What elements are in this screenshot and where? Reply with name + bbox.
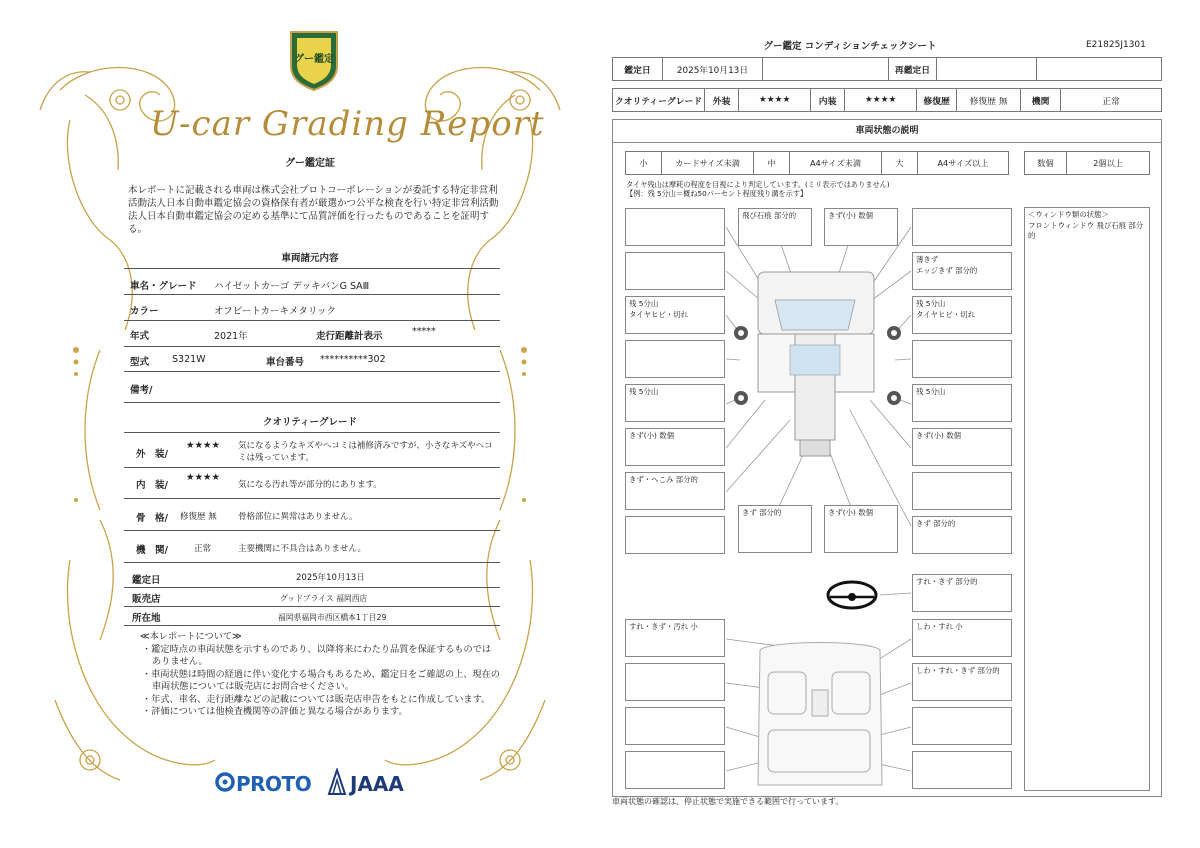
color-value: オフビートカーキメタリック <box>214 306 336 317</box>
damage-box: きず(小) 数個 <box>824 505 898 553</box>
divider <box>124 498 500 499</box>
spec-heading: 車両諸元内容 <box>281 253 339 264</box>
sheet-footer: 車両状態の確認は、停止状態で実施できる範囲で行っています。 <box>612 797 844 806</box>
damage-text: 薄きず <box>916 255 939 264</box>
damage-box: 残 5分山 <box>625 384 725 422</box>
tire-example: 【例：残 5分山＝概ね50パーセント程度残り溝を示す】 <box>626 189 808 198</box>
date-label: 鑑定日 <box>132 575 161 586</box>
date-value: 2025年10月13日 <box>296 573 365 583</box>
interior-label: 内装 <box>811 89 845 112</box>
exterior-grade: ★★★★ <box>186 440 221 451</box>
engine-label: 機関 <box>1021 89 1061 112</box>
damage-box: きず(小) 数個 <box>625 428 725 466</box>
divider <box>124 402 500 403</box>
damage-box <box>625 707 725 745</box>
damage-box <box>912 707 1012 745</box>
engine-text: 主要機関に不具合はありません。 <box>238 544 367 554</box>
repair-value: 修復歴 無 <box>957 89 1021 112</box>
chassis-label: 車台番号 <box>266 357 305 368</box>
proto-logo: PROTO <box>236 772 312 796</box>
sheet-title: グー鑑定 コンディションチェックシート <box>763 41 937 52</box>
damage-box <box>625 516 725 554</box>
divider <box>124 562 500 563</box>
damage-box: すれ・きず 部分的 <box>912 574 1012 612</box>
damage-box: しわ・すれ 小 <box>912 619 1012 657</box>
divider <box>124 606 500 607</box>
year-label: 年式 <box>130 331 150 342</box>
damage-box: きず(小) 数個 <box>912 428 1012 466</box>
interior-text: 気になる汚れ等が部分的にあります。 <box>238 480 382 490</box>
jaaa-logo: JAAA <box>350 772 404 796</box>
sheet-code: E21825J1301 <box>1086 40 1146 50</box>
condition-heading: 車両状態の説明 <box>612 119 1162 143</box>
divider <box>124 294 500 295</box>
interior-value: ★★★★ <box>845 89 917 112</box>
model-value: S321W <box>172 354 206 365</box>
damage-box: 飛び石痕 部分的 <box>738 208 812 246</box>
jaaa-logo-icon <box>326 768 348 796</box>
certificate-body: 本レポートに記載される車両は株式会社プロトコーポレーションが委託する特定非営利活動法人日本自動車鑑定協会の資格保有者が厳選かつ公平な検査を行い特定非営利活動法人日本自動車鑑定協会の定める基準にて品質評価を行ったものであることを証明する。 <box>128 185 499 235</box>
damage-box: きず(小) 数個 <box>824 208 898 246</box>
badge-text: グー鑑定 <box>294 54 334 65</box>
count-desc: 2個以上 <box>1067 152 1150 175</box>
divider <box>124 530 500 531</box>
color-label: カラー <box>130 306 159 317</box>
chassis-value: **********302 <box>320 354 386 365</box>
note-item: ・車両状態は時間の経過に伴い変化する場合もあるため、鑑定日をご確認の上、現在の車両状態については販売店にお問合せください。 <box>142 668 500 692</box>
name-value: ハイゼットカーゴ デッキバンG SAⅢ <box>214 281 370 292</box>
certificate-heading: グー鑑定証 <box>285 158 335 169</box>
size-large-desc: A4サイズ以上 <box>918 152 1009 175</box>
tire-note: タイヤ残山は摩耗の程度を目視により判定しています。(ミリ表示ではありません) <box>626 180 890 189</box>
damage-box: きず 部分的 <box>738 505 812 553</box>
notes-heading: ≪本レポートについて≫ <box>140 631 242 642</box>
damage-box <box>625 208 725 246</box>
size-small-desc: カードサイズ未満 <box>662 152 754 175</box>
mileage-label: 走行距離計表示 <box>316 331 383 342</box>
size-large: 大 <box>882 152 918 175</box>
frame-label: 骨 格/ <box>136 513 168 524</box>
damage-text: タイヤヒビ・切れ <box>916 309 975 319</box>
goo-kantei-badge <box>285 28 343 92</box>
engine-value: 正常 <box>1061 89 1162 112</box>
name-label: 車名・グレード <box>130 281 197 292</box>
mileage-value: ***** <box>412 326 436 337</box>
count-label: 数個 <box>1025 152 1067 175</box>
damage-box <box>912 751 1012 789</box>
quality-label: クオリティーグレード <box>613 89 705 112</box>
note-item: ・鑑定時点の車両状態を示すものであり、以降将来にわたり品質を保証するものではありません。 <box>142 643 492 667</box>
damage-text: エッジきず 部分的 <box>916 265 978 275</box>
report-title: U-car Grading Report <box>150 104 545 144</box>
damage-box: きず・へこみ 部分的 <box>625 472 725 510</box>
damage-text: 残 5分山 <box>629 299 659 308</box>
divider <box>124 268 500 269</box>
damage-box: 残 5分山 <box>912 384 1012 422</box>
frame-text: 骨格部位に異常はありません。 <box>238 512 358 522</box>
proto-logo-icon <box>214 770 236 796</box>
damage-box: すれ・きず・汚れ 小 <box>625 619 725 657</box>
divider <box>124 467 500 468</box>
date-value: 2025年10月13日 <box>663 58 763 81</box>
repair-label: 修復歴 <box>917 89 957 112</box>
divider <box>124 625 500 626</box>
divider <box>124 320 500 321</box>
steering-wheel-icon <box>828 582 876 608</box>
engine-label: 機 関/ <box>136 545 168 556</box>
damage-box: しわ・すれ・きず 部分的 <box>912 663 1012 701</box>
divider <box>124 346 500 347</box>
size-mid: 中 <box>754 152 790 175</box>
condition-check-sheet <box>600 0 1200 848</box>
damage-box <box>625 252 725 290</box>
damage-box <box>912 296 1012 334</box>
damage-box <box>625 296 725 334</box>
shop-value: グッドプライス 福岡西店 <box>280 594 368 603</box>
window-note-text: フロントウィンドウ 飛び石痕 部分的 <box>1028 220 1144 240</box>
damage-text: 残 5分山 <box>916 299 946 308</box>
interior-grade: ★★★★ <box>186 472 221 483</box>
note-item: ・評価については他検査機関等の評価と異なる場合があります。 <box>142 706 408 717</box>
damage-box <box>912 340 1012 378</box>
size-small: 小 <box>626 152 662 175</box>
damage-box <box>625 751 725 789</box>
damage-box <box>625 663 725 701</box>
date-label: 鑑定日 <box>613 58 663 81</box>
exterior-label: 外装 <box>705 89 739 112</box>
year-value: 2021年 <box>214 331 248 342</box>
report-notes <box>140 631 500 719</box>
exterior-text: 気になるようなキズやヘコミは補修済みですが、小さなキズやヘコミは残っています。 <box>238 441 493 463</box>
remarks-label: 備考/ <box>130 385 153 396</box>
interior-label: 内 装/ <box>136 480 168 491</box>
damage-box <box>912 472 1012 510</box>
exterior-value: ★★★★ <box>739 89 811 112</box>
divider <box>124 371 500 372</box>
shop-label: 販売店 <box>132 594 161 605</box>
divider <box>124 587 500 588</box>
divider <box>124 432 500 433</box>
quality-heading: クオリティーグレード <box>262 417 358 428</box>
damage-box <box>912 252 1012 290</box>
damage-box: きず 部分的 <box>912 516 1012 554</box>
engine-grade: 正常 <box>194 544 212 554</box>
exterior-label: 外 装/ <box>136 449 168 460</box>
damage-text: タイヤヒビ・切れ <box>629 309 688 319</box>
model-label: 型式 <box>130 357 150 368</box>
damage-box <box>912 208 1012 246</box>
address-value: 福岡県福岡市西区橋本1丁目29 <box>278 613 387 622</box>
note-item: ・年式、車名、走行距離などの記載については販売店申告をもとに作成しています。 <box>142 693 491 705</box>
reappraisal-label: 再鑑定日 <box>889 58 937 81</box>
address-label: 所在地 <box>132 613 161 624</box>
size-mid-desc: A4サイズ未満 <box>790 152 882 175</box>
damage-box <box>625 340 725 378</box>
frame-grade: 修復歴 無 <box>180 512 217 522</box>
window-note-title: ＜ウィンドウ類の状態＞ <box>1028 210 1109 219</box>
